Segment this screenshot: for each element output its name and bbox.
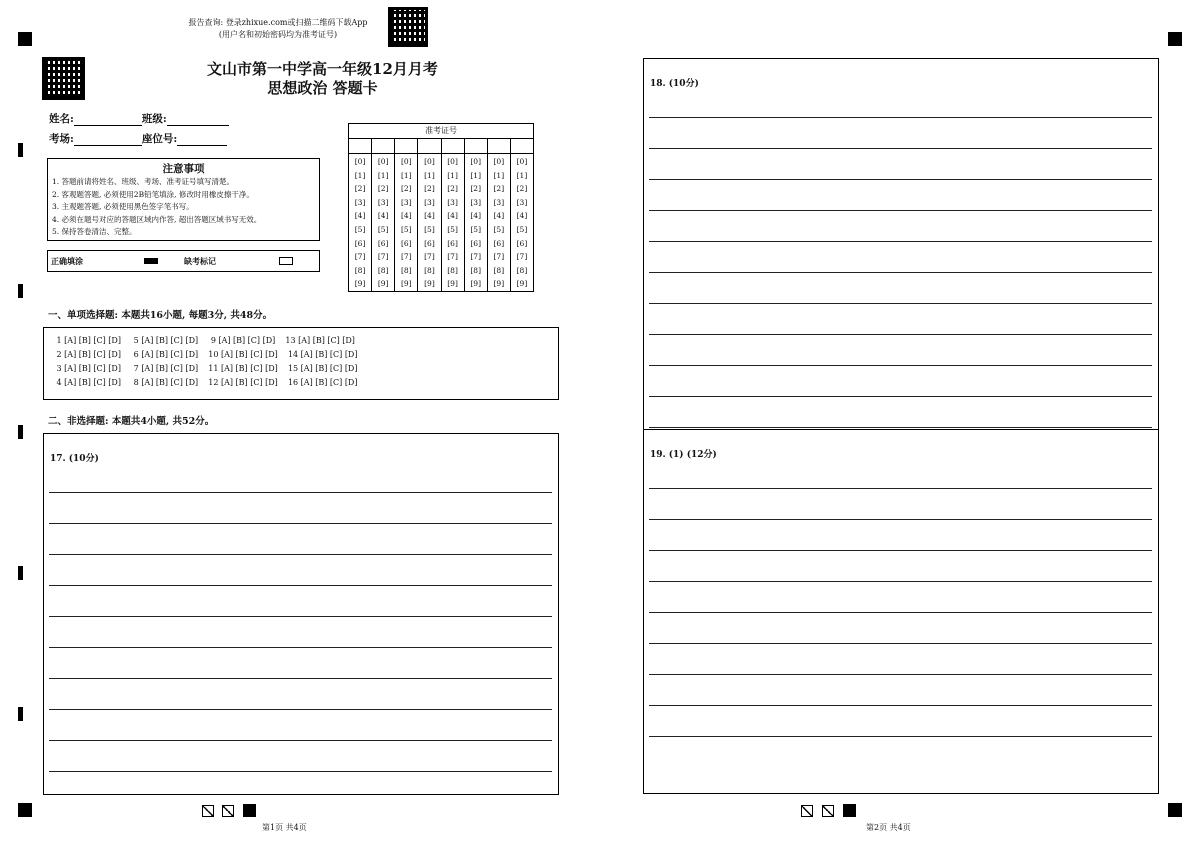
exam-room-field[interactable] bbox=[74, 135, 142, 146]
ticket-digit-bubble[interactable]: [4] bbox=[377, 211, 389, 221]
exam-title: 文山市第一中学高一年级12月月考 bbox=[207, 60, 438, 78]
ticket-entry-cell[interactable] bbox=[418, 139, 441, 153]
ticket-digit-bubble[interactable]: [2] bbox=[354, 184, 366, 194]
answer-writing-line bbox=[49, 740, 552, 741]
q18-label: 18. (10分) bbox=[650, 79, 699, 89]
answer-writing-line bbox=[49, 554, 552, 555]
ticket-digit-bubble[interactable]: [7] bbox=[377, 252, 389, 262]
ticket-digit-bubble[interactable]: [4] bbox=[354, 211, 366, 221]
ticket-digit-bubble[interactable]: [9] bbox=[377, 279, 389, 289]
ticket-digit-bubble[interactable]: [8] bbox=[424, 265, 435, 275]
ticket-digit-bubble[interactable]: [3] bbox=[377, 197, 389, 207]
answer-writing-line bbox=[649, 550, 1152, 551]
answer-writing-line bbox=[49, 709, 552, 710]
notice-item: 2. 客观题答题, 必须使用2B铅笔填涂, 修改时用橡皮擦干净。 bbox=[52, 189, 254, 199]
q18-q19-answer-box bbox=[643, 58, 1159, 794]
ticket-digit-bubble[interactable]: [1] bbox=[401, 170, 412, 180]
page-marker-solid bbox=[243, 804, 256, 817]
ticket-digit-bubble[interactable]: [6] bbox=[493, 238, 505, 248]
ticket-digit-bubble[interactable]: [9] bbox=[354, 279, 366, 289]
ticket-digit-bubble[interactable]: [4] bbox=[493, 211, 505, 221]
seat-field[interactable] bbox=[177, 135, 227, 146]
ticket-entry-cell[interactable] bbox=[395, 139, 418, 153]
answer-writing-line bbox=[649, 303, 1152, 304]
ticket-digit-bubble[interactable]: [4] bbox=[516, 211, 528, 221]
corner-mark-br bbox=[1168, 803, 1182, 817]
ticket-digit-bubble[interactable]: [3] bbox=[401, 197, 412, 207]
name-label: 姓名: bbox=[49, 113, 74, 125]
ticket-digit-column bbox=[465, 154, 488, 292]
ticket-digit-bubble[interactable]: [3] bbox=[447, 197, 458, 207]
answer-writing-line bbox=[49, 678, 552, 679]
ticket-digit-bubble[interactable]: [6] bbox=[401, 238, 412, 248]
ticket-digit-bubble[interactable]: [3] bbox=[470, 197, 481, 207]
answer-writing-line bbox=[49, 616, 552, 617]
ticket-entry-cell[interactable] bbox=[442, 139, 465, 153]
ticket-digit-bubble[interactable]: [1] bbox=[424, 170, 435, 180]
notice-item: 3. 主观题答题, 必须使用黑色签字笔书写。 bbox=[52, 202, 194, 212]
seat-label: 座位号: bbox=[141, 133, 178, 145]
page-marker-hatched bbox=[801, 805, 813, 817]
notice-title: 注意事项 bbox=[162, 163, 205, 175]
ticket-digit-bubble[interactable]: [6] bbox=[354, 238, 366, 248]
page-marker-hatched bbox=[202, 805, 214, 817]
ticket-digit-bubble[interactable]: [1] bbox=[493, 170, 505, 180]
ticket-digit-bubble[interactable]: [5] bbox=[354, 224, 366, 234]
ticket-digit-bubble[interactable]: [7] bbox=[354, 252, 366, 262]
notice-box bbox=[47, 158, 320, 241]
ticket-digit-bubble[interactable]: [7] bbox=[470, 252, 481, 262]
ticket-digit-bubble[interactable]: [2] bbox=[516, 184, 528, 194]
answer-writing-line bbox=[649, 241, 1152, 242]
answer-writing-line bbox=[649, 179, 1152, 180]
ticket-digit-bubble[interactable]: [6] bbox=[377, 238, 389, 248]
ticket-digit-bubble[interactable]: [2] bbox=[377, 184, 389, 194]
ticket-digit-bubble[interactable]: [2] bbox=[401, 184, 412, 194]
absent-mark-label: 缺考标记 bbox=[184, 256, 216, 266]
q17-label: 17. (10分) bbox=[50, 454, 99, 464]
answer-writing-line bbox=[649, 612, 1152, 613]
ticket-digit-bubble[interactable]: [5] bbox=[401, 224, 412, 234]
ticket-digit-column bbox=[418, 154, 441, 292]
room-seat-row bbox=[49, 131, 227, 146]
answer-writing-line bbox=[49, 523, 552, 524]
ticket-digit-bubble[interactable]: [6] bbox=[516, 238, 528, 248]
ticket-digit-bubble[interactable]: [0] bbox=[354, 157, 366, 166]
q19-label: 19. (1) (12分) bbox=[650, 450, 717, 460]
ticket-digit-bubble[interactable]: [8] bbox=[493, 265, 505, 275]
answer-writing-line bbox=[649, 117, 1152, 118]
ticket-digit-bubble[interactable]: [2] bbox=[493, 184, 505, 194]
ticket-digit-bubble[interactable]: [3] bbox=[493, 197, 505, 207]
timing-mark bbox=[18, 284, 23, 298]
answer-writing-line bbox=[649, 488, 1152, 489]
ticket-entry-cell[interactable] bbox=[511, 139, 533, 153]
answer-writing-line bbox=[649, 643, 1152, 644]
q17-answer-box[interactable] bbox=[43, 433, 559, 795]
ticket-digit-bubble[interactable]: [8] bbox=[447, 265, 458, 275]
answer-writing-line bbox=[649, 674, 1152, 675]
ticket-number-box bbox=[348, 123, 534, 292]
answer-writing-line bbox=[649, 148, 1152, 149]
download-qr-code bbox=[388, 7, 428, 47]
choice-row[interactable]: 3 [A] [B] [C] [D] 7 [A] [B] [C] [D] 11 [A] [B] [C] [D] 15 [A] [B] [C] [D] bbox=[54, 364, 358, 373]
ticket-entry-cell[interactable] bbox=[488, 139, 511, 153]
choice-row[interactable]: 4 [A] [B] [C] [D] 8 [A] [B] [C] [D] 12 [A] [B] [C] [D] 16 [A] [B] [C] [D] bbox=[54, 378, 358, 387]
answer-writing-line bbox=[49, 492, 552, 493]
ticket-digit-column bbox=[349, 154, 372, 292]
report-credentials-line: (用户名和初始密码均为准考证号) bbox=[218, 30, 338, 39]
answer-writing-line bbox=[49, 647, 552, 648]
correct-fill-sample bbox=[144, 258, 158, 264]
ticket-digit-bubble[interactable]: [9] bbox=[516, 279, 528, 289]
subject-title: 思想政治 答题卡 bbox=[267, 79, 378, 97]
absent-mark-checkbox[interactable] bbox=[279, 257, 293, 265]
notice-item: 5. 保持答卷清洁、完整。 bbox=[52, 227, 137, 237]
ticket-digit-bubble[interactable]: [5] bbox=[377, 224, 389, 234]
ticket-digit-bubble[interactable]: [0] bbox=[470, 157, 481, 166]
q18-q19-divider bbox=[644, 429, 1158, 430]
corner-mark-tr bbox=[1168, 32, 1182, 46]
ticket-digit-bubble[interactable]: [3] bbox=[424, 197, 435, 207]
section2-heading: 二、非选择题: 本题共4小题, 共52分。 bbox=[48, 416, 215, 427]
ticket-digit-bubble[interactable]: [7] bbox=[493, 252, 505, 262]
ticket-digit-bubble[interactable]: [5] bbox=[447, 224, 458, 234]
ticket-digit-bubble[interactable]: [0] bbox=[493, 157, 505, 166]
answer-writing-line bbox=[49, 585, 552, 586]
name-field[interactable] bbox=[74, 115, 142, 126]
ticket-digit-bubble[interactable]: [4] bbox=[470, 211, 481, 221]
ticket-digit-bubble[interactable]: [9] bbox=[493, 279, 505, 289]
student-qr-code bbox=[42, 57, 85, 100]
answer-writing-line bbox=[649, 365, 1152, 366]
answer-writing-line bbox=[649, 736, 1152, 737]
ticket-entry-cell[interactable] bbox=[349, 139, 372, 153]
ticket-digit-bubble[interactable]: [0] bbox=[401, 157, 412, 166]
answer-writing-line bbox=[649, 581, 1152, 582]
ticket-digit-bubble[interactable]: [0] bbox=[447, 157, 458, 166]
ticket-digit-bubble[interactable]: [7] bbox=[447, 252, 458, 262]
page-marker-hatched bbox=[222, 805, 234, 817]
ticket-digit-bubble[interactable]: [1] bbox=[470, 170, 481, 180]
timing-mark bbox=[18, 425, 23, 439]
ticket-digit-column bbox=[488, 154, 511, 292]
ticket-digit-bubble[interactable]: [1] bbox=[377, 170, 389, 180]
ticket-digit-bubble[interactable]: [7] bbox=[516, 252, 528, 262]
corner-mark-tl bbox=[18, 32, 32, 46]
ticket-digit-bubble[interactable]: [2] bbox=[470, 184, 481, 194]
ticket-entry-cell[interactable] bbox=[465, 139, 488, 153]
answer-writing-line bbox=[649, 210, 1152, 211]
ticket-digit-column bbox=[511, 154, 533, 292]
answer-writing-line bbox=[649, 334, 1152, 335]
ticket-digit-bubble[interactable]: [8] bbox=[470, 265, 481, 275]
ticket-digit-bubble[interactable]: [3] bbox=[354, 197, 366, 207]
answer-writing-line bbox=[649, 705, 1152, 706]
ticket-digit-column bbox=[442, 154, 465, 292]
ticket-digit-bubble[interactable]: [8] bbox=[516, 265, 528, 275]
ticket-digit-bubble[interactable]: [6] bbox=[424, 238, 435, 248]
ticket-digit-bubble[interactable]: [8] bbox=[377, 265, 389, 275]
choice-answer-box bbox=[43, 327, 559, 400]
class-label: 班级: bbox=[141, 113, 167, 125]
ticket-digit-bubble[interactable]: [3] bbox=[516, 197, 528, 207]
ticket-digit-bubble[interactable]: [4] bbox=[447, 211, 458, 221]
ticket-digit-bubble[interactable]: [2] bbox=[447, 184, 458, 194]
class-field[interactable] bbox=[167, 115, 229, 126]
page2-footer: 第2页 共4页 bbox=[866, 823, 911, 832]
answer-writing-line bbox=[649, 396, 1152, 397]
ticket-entry-cell[interactable] bbox=[372, 139, 395, 153]
answer-writing-line bbox=[649, 427, 1152, 428]
answer-writing-line bbox=[649, 519, 1152, 520]
ticket-digit-bubble[interactable]: [8] bbox=[354, 265, 366, 275]
ticket-digit-bubble[interactable]: [0] bbox=[424, 157, 435, 166]
ticket-digit-bubble[interactable]: [0] bbox=[377, 157, 389, 166]
ticket-digit-bubble[interactable]: [6] bbox=[447, 238, 458, 248]
ticket-digit-column bbox=[372, 154, 395, 292]
ticket-digit-bubble[interactable]: [5] bbox=[470, 224, 481, 234]
ticket-digit-bubble[interactable]: [9] bbox=[470, 279, 481, 289]
ticket-digit-bubble[interactable]: [5] bbox=[516, 224, 528, 234]
section1-heading: 一、单项选择题: 本题共16小题, 每题3分, 共48分。 bbox=[48, 310, 273, 321]
name-class-row bbox=[49, 111, 229, 126]
ticket-digit-bubble[interactable]: [6] bbox=[470, 238, 481, 248]
choice-row[interactable]: 2 [A] [B] [C] [D] 6 [A] [B] [C] [D] 10 [A] [B] [C] [D] 14 [A] [B] [C] [D] bbox=[54, 350, 358, 359]
ticket-entry-row bbox=[349, 139, 533, 154]
ticket-digit-bubble[interactable]: [1] bbox=[354, 170, 366, 180]
timing-mark bbox=[18, 566, 23, 580]
page-marker-hatched bbox=[822, 805, 834, 817]
correct-fill-label: 正确填涂 bbox=[51, 256, 83, 266]
ticket-digit-bubble[interactable]: [1] bbox=[516, 170, 528, 180]
ticket-digit-bubble[interactable]: [1] bbox=[447, 170, 458, 180]
ticket-digit-bubble[interactable]: [4] bbox=[401, 211, 412, 221]
notice-item: 1. 答题前请将姓名、班级、考场、准考证号填写清楚。 bbox=[52, 177, 235, 186]
page-marker-solid bbox=[843, 804, 856, 817]
ticket-digit-bubble[interactable]: [9] bbox=[401, 279, 412, 289]
corner-mark-bl bbox=[18, 803, 32, 817]
ticket-digit-bubble[interactable]: [5] bbox=[493, 224, 505, 234]
ticket-digit-bubble[interactable]: [4] bbox=[424, 211, 435, 221]
ticket-digit-bubble[interactable]: [9] bbox=[447, 279, 458, 289]
ticket-title: 准考证号 bbox=[349, 124, 533, 139]
ticket-digit-bubble[interactable]: [8] bbox=[401, 265, 412, 275]
ticket-digit-bubble[interactable]: [7] bbox=[401, 252, 412, 262]
exam-room-label: 考场: bbox=[49, 133, 74, 145]
notice-list bbox=[48, 176, 319, 239]
ticket-digit-bubble[interactable]: [0] bbox=[516, 157, 528, 166]
ticket-digit-bubble[interactable]: [5] bbox=[424, 224, 435, 234]
answer-writing-line bbox=[649, 272, 1152, 273]
notice-item: 4. 必须在题号对应的答题区域内作答, 超出答题区域书写无效。 bbox=[52, 214, 262, 224]
ticket-digit-column bbox=[395, 154, 418, 292]
answer-writing-line bbox=[49, 771, 552, 772]
fill-legend-box bbox=[47, 250, 320, 272]
ticket-digit-bubble[interactable]: [2] bbox=[424, 184, 435, 194]
ticket-digit-bubble[interactable]: [9] bbox=[424, 279, 435, 289]
timing-mark bbox=[18, 143, 23, 157]
ticket-bubbles bbox=[349, 154, 533, 292]
ticket-digit-bubble[interactable]: [7] bbox=[424, 252, 435, 262]
choice-row[interactable]: 1 [A] [B] [C] [D] 5 [A] [B] [C] [D] 9 [A] [B] [C] [D] 13 [A] [B] [C] [D] bbox=[54, 336, 355, 345]
timing-mark bbox=[18, 707, 23, 721]
page1-footer: 第1页 共4页 bbox=[262, 823, 307, 832]
report-query-line: 报告查询: 登录zhixue.com或扫描二维码下载App bbox=[188, 18, 368, 27]
